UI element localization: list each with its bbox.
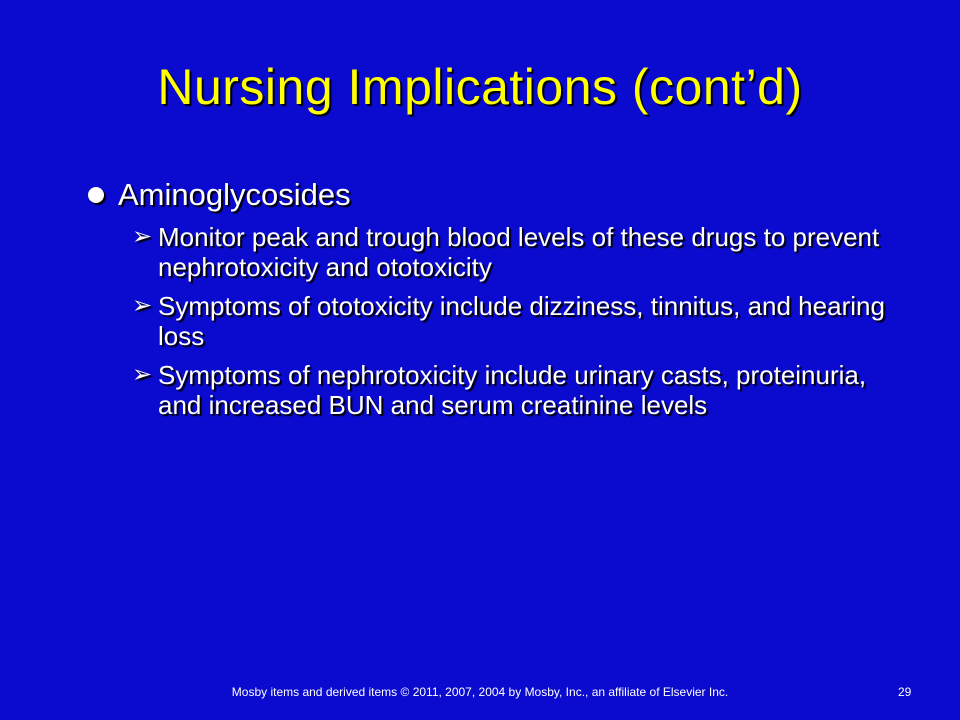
- subitem-text: Monitor peak and trough blood levels of these drugs to prevent nephrotoxicity and ototoxicity: [158, 222, 880, 282]
- subitem-text: Symptoms of ototoxicity include dizziness, tinnitus, and hearing loss: [158, 291, 885, 351]
- arrow-bullet-icon: ➢: [132, 292, 153, 319]
- subitem-monitor-levels: [84, 222, 904, 282]
- subitem-text: Symptoms of nephrotoxicity include urinary casts, proteinuria, and increased BUN and serum creatinine levels: [158, 360, 867, 420]
- slide-content: [84, 172, 904, 429]
- round-bullet-icon: [88, 187, 104, 203]
- subitem-ototoxicity-symptoms: [84, 291, 904, 351]
- slide-title: Nursing Implications (cont’d): [157, 59, 803, 115]
- bullet-aminoglycosides: [84, 172, 904, 218]
- bullet-label: Aminoglycosides: [118, 177, 351, 212]
- arrow-bullet-icon: ➢: [132, 361, 153, 388]
- page-number: 29: [898, 685, 912, 699]
- subitem-nephrotoxicity-symptoms: [84, 360, 904, 420]
- arrow-bullet-icon: ➢: [132, 223, 153, 250]
- copyright-footer: Mosby items and derived items © 2011, 2007, 2004 by Mosby, Inc., an affiliate of Elsevier Inc.: [231, 685, 729, 699]
